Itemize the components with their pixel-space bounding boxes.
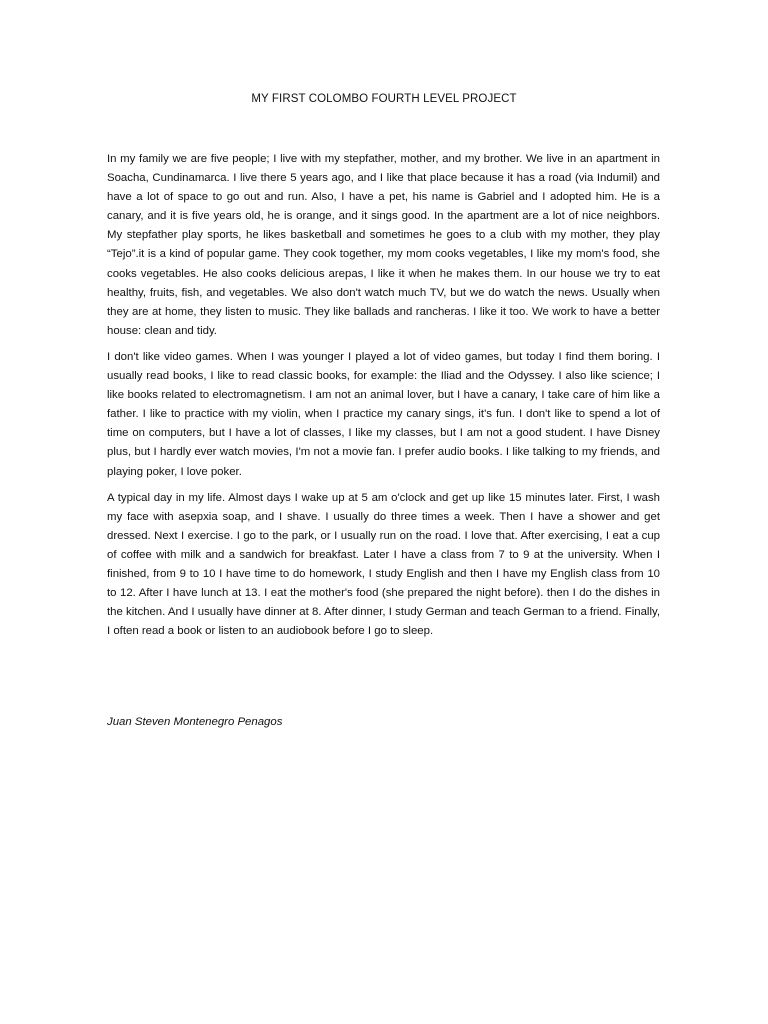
- document-body: [107, 150, 660, 648]
- paragraph-family: In my family we are five people; I live with my stepfather, mother, and my brother. We live in an apartment in Soacha, Cundinamarca. I live there 5 years ago, and I like that place because it has a road (via Indumil) and have a lot of space to go out and run. Also, I have a pet, his name is Gabriel and I adopted him. He is a canary, and it is five years old, he is orange, and it sings good. In the apartment are a lot of nice neighbors. My stepfather play sports, he likes basketball and sometimes he goes to a club with my mother, they play “Tejo”.it is a kind of popular game. They cook together, my mom cooks vegetables, I like my mom's food, she cooks vegetables. He also cooks delicious arepas, I like it when he makes them. In our house we try to eat healthy, fruits, fish, and vegetables. We also don't watch much TV, but we do watch the news. Usually when they are at home, they listen to music. They like ballads and rancheras. I like it too. We work to have a better house: clean and tidy.: [107, 153, 660, 337]
- author-signature: Juan Steven Montenegro Penagos: [107, 716, 283, 728]
- paragraph-typical-day: A typical day in my life. Almost days I wake up at 5 am o'clock and get up like 15 minutes later. First, I wash my face with asepxia soap, and I shave. I usually do three times a week. Then I have a shower and get dressed. Next I exercise. I go to the park, or I usually run on the road. I love that. After exercising, I eat a cup of coffee with milk and a sandwich for breakfast. Later I have a class from 7 to 9 at the university. When I finished, from 9 to 10 I have time to do homework, I study English and then I have my English class from 10 to 12. After I have lunch at 13. I eat the mother's food (she prepared the night before). then I do the dishes in the kitchen. And I usually have dinner at 8. After dinner, I study German and teach German to a friend. Finally, I often read a book or listen to an audiobook before I go to sleep.: [107, 491, 660, 638]
- document-title: MY FIRST COLOMBO FOURTH LEVEL PROJECT: [251, 93, 517, 105]
- paragraph-hobbies: I don't like video games. When I was younger I played a lot of video games, but today I find them boring. I usually read books, I like to read classic books, for example: the Iliad and the Odyssey. I also like science; I like books related to electromagnetism. I am not an animal lover, but I have a canary, I take care of him like a father. I like to practice with my violin, when I practice my canary sings, it's fun. I don't like to spend a lot of time on computers, but I have a lot of classes, I like my classes, but I am not a good student. I have Disney plus, but I hardly ever watch movies, I'm not a movie fan. I prefer audio books. I like talking to my friends, and playing poker, I love poker.: [107, 350, 660, 478]
